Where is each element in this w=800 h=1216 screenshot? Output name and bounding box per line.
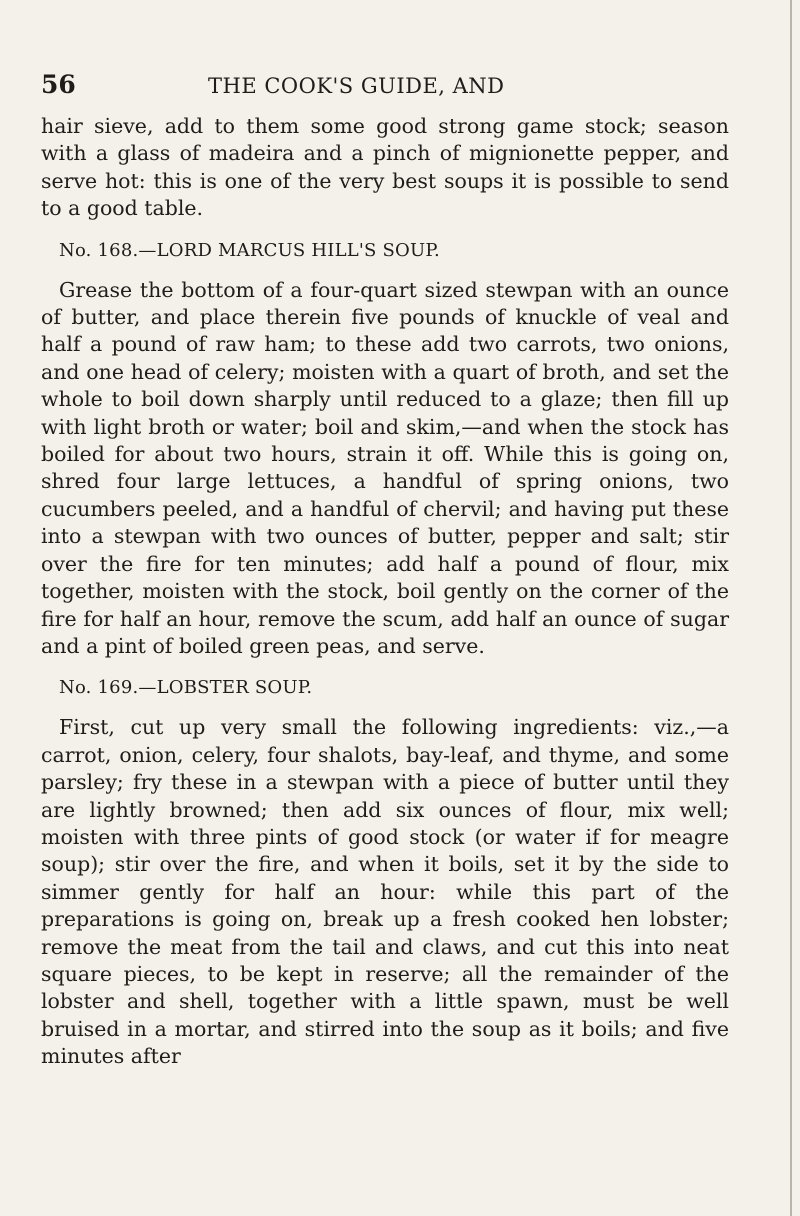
page-edge-line <box>790 0 792 1216</box>
paragraph-lord-marcus-hill-soup: Grease the bottom of a four-quart sized stewpan with an ounce of butter, and place therein five pounds of knuckle of veal and half a pound of raw ham; to these add two carrots, two onions, and one head of celery; moisten with a quart of broth, and set the whole to boil down sharply until reduced to a glaze; then fill up with light broth or water; boil and skim,—and when the stock has boiled for about two hours, strain it off. While this is going on, shred four large lettuces, a handful of spring onions, two cucumbers peeled, and a handful of chervil; and having put these into a stewpan with two ounces of butter, pepper and salt; stir over the fire for ten minutes; add half a pound of flour, mix together, moisten with the stock, boil gently on the corner of the fire for half an hour, remove the scum, add half an ounce of sugar and a pint of boiled green peas, and serve. <box>41 277 729 658</box>
paragraph-intro: hair sieve, add to them some good strong game stock; season with a glass of madeira and a pinch of mignionette pepper, and serve hot: this is one of the very best soups it is possible to send to a good table. <box>41 114 729 221</box>
page-content <box>41 113 729 1071</box>
section-title-lord-marcus-hill: No. 168.—LORD MARCUS HILL'S SOUP. <box>59 239 440 261</box>
running-header: THE COOK'S GUIDE, AND <box>208 74 505 98</box>
page-number: 56 <box>41 70 76 99</box>
paragraph-lobster-soup: First, cut up very small the following ingredients: viz.,—a carrot, onion, celery, four shalots, bay-leaf, and thyme, and some parsley; fry these in a stewpan with a piece of butter until they are lightly browned; then add six ounces of flour, mix well; moisten with three pints of good stock (or water if for meagre soup); stir over the fire, and when it boils, set it by the side to simmer gently for half an hour: while this part of the preparations is going on, break up a fresh cooked hen lobster; remove the meat from the tail and claws, and cut this into neat square pieces, to be kept in reserve; all the remainder of the lobster and shell, together with a little spawn, must be well bruised in a mortar, and stirred into the soup as it boils; and five minutes after <box>41 715 729 1069</box>
section-title-lobster-soup: No. 169.—LOBSTER SOUP. <box>59 677 313 699</box>
